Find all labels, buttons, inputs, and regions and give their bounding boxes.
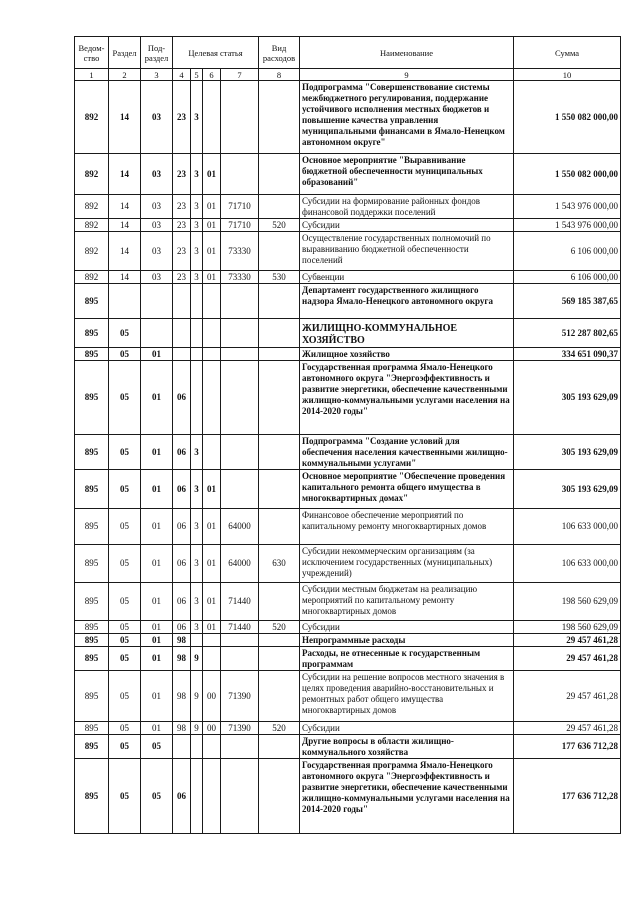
cell-podrazdel: 01 <box>141 435 173 470</box>
cell-target-program: 06 <box>173 470 191 509</box>
cell-target-program: 23 <box>173 232 191 271</box>
cell-target-measure <box>203 759 221 834</box>
cell-expense-type <box>259 81 300 154</box>
cell-expense-type: 520 <box>259 621 300 634</box>
cell-razdel: 05 <box>109 621 141 634</box>
cell-expense-type <box>259 348 300 361</box>
cell-vedomstvo: 895 <box>75 722 109 735</box>
cell-target-measure: 00 <box>203 722 221 735</box>
cell-target-measure <box>203 735 221 759</box>
cell-sum: 305 193 629,09 <box>514 361 621 435</box>
cell-vedomstvo: 892 <box>75 195 109 219</box>
cell-target-program: 23 <box>173 195 191 219</box>
cell-razdel: 14 <box>109 232 141 271</box>
cell-sum: 106 633 000,00 <box>514 509 621 545</box>
cell-target-direction: 73330 <box>221 232 259 271</box>
cell-target-measure: 01 <box>203 545 221 583</box>
cell-target-program: 23 <box>173 219 191 232</box>
cell-name: Основное мероприятие "Выравнивание бюджетной обеспеченности муниципальных образований" <box>300 154 514 195</box>
cell-target-subprogram: 3 <box>191 232 203 271</box>
cell-expense-type <box>259 735 300 759</box>
cell-razdel: 14 <box>109 271 141 284</box>
cell-target-measure <box>203 647 221 671</box>
cell-name: Государственная программа Ямало-Ненецкого автономного округа "Энергоэффективность и развитие энергетики, обеспечение качественными жилищно-коммунальными услугами населения на 2014-2020 годы" <box>300 361 514 435</box>
cell-target-subprogram: 3 <box>191 621 203 634</box>
table-row <box>75 361 621 435</box>
cell-razdel: 05 <box>109 735 141 759</box>
table-row <box>75 722 621 735</box>
cell-expense-type <box>259 759 300 834</box>
cell-name: Основное мероприятие "Обеспечение проведения капитального ремонта общего имущества в многоквартирных домах" <box>300 470 514 509</box>
cell-name: Другие вопросы в области жилищно-коммунального хозяйства <box>300 735 514 759</box>
cell-target-program <box>173 735 191 759</box>
cell-name: ЖИЛИЩНО-КОММУНАЛЬНОЕ ХОЗЯЙСТВО <box>300 319 514 348</box>
cell-name: Субсидии <box>300 722 514 735</box>
header-sum: Сумма <box>514 37 621 69</box>
cell-expense-type <box>259 470 300 509</box>
cell-target-program: 98 <box>173 722 191 735</box>
cell-expense-type: 520 <box>259 219 300 232</box>
column-number: 9 <box>300 69 514 81</box>
cell-expense-type <box>259 671 300 722</box>
table-row <box>75 154 621 195</box>
cell-target-subprogram <box>191 348 203 361</box>
cell-target-program: 06 <box>173 583 191 621</box>
cell-sum: 305 193 629,09 <box>514 435 621 470</box>
cell-expense-type <box>259 154 300 195</box>
cell-target-measure <box>203 348 221 361</box>
cell-podrazdel <box>141 319 173 348</box>
cell-podrazdel <box>141 284 173 319</box>
cell-vedomstvo: 892 <box>75 271 109 284</box>
cell-vedomstvo: 895 <box>75 284 109 319</box>
table-row <box>75 671 621 722</box>
cell-target-direction: 64000 <box>221 545 259 583</box>
table-row <box>75 81 621 154</box>
cell-razdel: 14 <box>109 195 141 219</box>
cell-sum: 177 636 712,28 <box>514 759 621 834</box>
header-target-article: Целевая статья <box>173 37 259 69</box>
cell-podrazdel: 03 <box>141 195 173 219</box>
cell-vedomstvo: 895 <box>75 583 109 621</box>
cell-target-subprogram: 9 <box>191 671 203 722</box>
cell-name: Подпрограмма "Создание условий для обеспечения населения качественными жилищно-коммунальными услугами" <box>300 435 514 470</box>
table-row <box>75 647 621 671</box>
cell-podrazdel: 01 <box>141 647 173 671</box>
cell-sum: 512 287 802,65 <box>514 319 621 348</box>
cell-target-direction <box>221 470 259 509</box>
cell-target-measure: 01 <box>203 509 221 545</box>
cell-target-direction: 71390 <box>221 671 259 722</box>
cell-target-subprogram <box>191 284 203 319</box>
cell-podrazdel: 01 <box>141 509 173 545</box>
column-number: 4 <box>173 69 191 81</box>
cell-target-subprogram: 9 <box>191 647 203 671</box>
cell-name: Субсидии <box>300 219 514 232</box>
cell-podrazdel: 03 <box>141 154 173 195</box>
header-vedomstvo: Ведом- ство <box>75 37 109 69</box>
cell-target-measure <box>203 319 221 348</box>
cell-target-direction <box>221 634 259 647</box>
cell-target-program <box>173 348 191 361</box>
cell-target-subprogram: 9 <box>191 722 203 735</box>
cell-target-subprogram <box>191 361 203 435</box>
table-row <box>75 759 621 834</box>
cell-sum: 1 550 082 000,00 <box>514 154 621 195</box>
cell-target-direction <box>221 348 259 361</box>
cell-target-program: 23 <box>173 154 191 195</box>
cell-target-direction <box>221 759 259 834</box>
cell-razdel: 05 <box>109 509 141 545</box>
cell-target-measure: 01 <box>203 621 221 634</box>
cell-vedomstvo: 895 <box>75 759 109 834</box>
cell-razdel: 05 <box>109 759 141 834</box>
cell-target-direction <box>221 154 259 195</box>
header-row <box>75 37 621 69</box>
cell-target-measure: 01 <box>203 154 221 195</box>
cell-name: Жилищное хозяйство <box>300 348 514 361</box>
cell-vedomstvo: 895 <box>75 621 109 634</box>
cell-target-direction <box>221 319 259 348</box>
column-number: 8 <box>259 69 300 81</box>
cell-target-direction: 71390 <box>221 722 259 735</box>
cell-podrazdel: 01 <box>141 722 173 735</box>
cell-target-program: 06 <box>173 759 191 834</box>
cell-target-program: 23 <box>173 81 191 154</box>
cell-vedomstvo: 895 <box>75 545 109 583</box>
cell-sum: 198 560 629,09 <box>514 583 621 621</box>
cell-target-direction: 73330 <box>221 271 259 284</box>
cell-target-direction: 71710 <box>221 219 259 232</box>
cell-expense-type <box>259 583 300 621</box>
cell-vedomstvo: 895 <box>75 435 109 470</box>
cell-target-subprogram <box>191 735 203 759</box>
cell-target-measure <box>203 361 221 435</box>
cell-podrazdel: 01 <box>141 348 173 361</box>
cell-vedomstvo: 895 <box>75 361 109 435</box>
cell-target-program: 98 <box>173 647 191 671</box>
cell-target-program <box>173 284 191 319</box>
table-row <box>75 621 621 634</box>
cell-expense-type <box>259 284 300 319</box>
cell-sum: 29 457 461,28 <box>514 634 621 647</box>
cell-target-program: 23 <box>173 271 191 284</box>
cell-expense-type <box>259 509 300 545</box>
cell-name: Осуществление государственных полномочий по выравниванию бюджетной обеспеченности поселений <box>300 232 514 271</box>
cell-target-subprogram: 3 <box>191 154 203 195</box>
cell-podrazdel: 01 <box>141 545 173 583</box>
cell-name: Субсидии на формирование районных фондов финансовой поддержки поселений <box>300 195 514 219</box>
cell-razdel: 14 <box>109 154 141 195</box>
cell-target-subprogram: 3 <box>191 509 203 545</box>
cell-expense-type <box>259 319 300 348</box>
cell-target-measure <box>203 284 221 319</box>
table-row <box>75 348 621 361</box>
table-row <box>75 583 621 621</box>
cell-target-direction <box>221 284 259 319</box>
cell-target-measure: 01 <box>203 232 221 271</box>
cell-target-subprogram: 3 <box>191 81 203 154</box>
cell-target-program: 06 <box>173 361 191 435</box>
cell-vedomstvo: 892 <box>75 219 109 232</box>
cell-podrazdel: 03 <box>141 81 173 154</box>
table-row <box>75 435 621 470</box>
cell-sum: 334 651 090,37 <box>514 348 621 361</box>
cell-expense-type <box>259 232 300 271</box>
column-number: 7 <box>221 69 259 81</box>
cell-target-measure: 01 <box>203 271 221 284</box>
cell-target-direction <box>221 647 259 671</box>
cell-name: Государственная программа Ямало-Ненецкого автономного округа "Энергоэффективность и развитие энергетики, обеспечение качественными жилищно-коммунальными услугами населения на 2014-2020 годы" <box>300 759 514 834</box>
column-number: 10 <box>514 69 621 81</box>
cell-razdel: 05 <box>109 319 141 348</box>
cell-expense-type <box>259 647 300 671</box>
cell-podrazdel: 03 <box>141 219 173 232</box>
cell-sum: 6 106 000,00 <box>514 271 621 284</box>
cell-sum: 29 457 461,28 <box>514 671 621 722</box>
table-row <box>75 219 621 232</box>
cell-target-subprogram: 3 <box>191 195 203 219</box>
cell-name: Расходы, не отнесенные к государственным программам <box>300 647 514 671</box>
cell-target-direction: 71440 <box>221 583 259 621</box>
table-body <box>75 81 621 834</box>
cell-razdel: 05 <box>109 647 141 671</box>
cell-name: Субсидии <box>300 621 514 634</box>
table-row <box>75 735 621 759</box>
cell-razdel: 05 <box>109 470 141 509</box>
cell-razdel: 05 <box>109 634 141 647</box>
cell-razdel: 05 <box>109 435 141 470</box>
cell-razdel: 05 <box>109 348 141 361</box>
cell-name: Субвенции <box>300 271 514 284</box>
cell-vedomstvo: 895 <box>75 348 109 361</box>
cell-expense-type <box>259 195 300 219</box>
cell-sum: 6 106 000,00 <box>514 232 621 271</box>
cell-target-direction <box>221 435 259 470</box>
cell-target-subprogram: 3 <box>191 219 203 232</box>
cell-sum: 198 560 629,09 <box>514 621 621 634</box>
cell-target-subprogram <box>191 319 203 348</box>
cell-name: Департамент государственного жилищного надзора Ямало-Ненецкого автономного округа <box>300 284 514 319</box>
cell-razdel: 05 <box>109 361 141 435</box>
cell-target-measure: 00 <box>203 671 221 722</box>
cell-vedomstvo: 892 <box>75 154 109 195</box>
cell-vedomstvo: 895 <box>75 647 109 671</box>
cell-target-measure <box>203 634 221 647</box>
cell-podrazdel: 01 <box>141 671 173 722</box>
cell-vedomstvo: 895 <box>75 634 109 647</box>
column-number: 1 <box>75 69 109 81</box>
column-number: 2 <box>109 69 141 81</box>
column-number-row <box>75 69 621 81</box>
cell-podrazdel: 03 <box>141 271 173 284</box>
cell-vedomstvo: 895 <box>75 509 109 545</box>
column-number: 6 <box>203 69 221 81</box>
cell-target-subprogram: 3 <box>191 470 203 509</box>
cell-target-program: 06 <box>173 509 191 545</box>
cell-sum: 1 543 976 000,00 <box>514 219 621 232</box>
cell-target-program <box>173 319 191 348</box>
cell-target-measure <box>203 435 221 470</box>
cell-razdel <box>109 284 141 319</box>
cell-razdel: 14 <box>109 219 141 232</box>
cell-target-direction: 71710 <box>221 195 259 219</box>
cell-name: Субсидии местным бюджетам на реализацию мероприятий по капитальному ремонту многоквартирных домов <box>300 583 514 621</box>
cell-expense-type: 630 <box>259 545 300 583</box>
cell-expense-type: 520 <box>259 722 300 735</box>
table-row <box>75 470 621 509</box>
cell-target-direction <box>221 735 259 759</box>
cell-target-measure: 01 <box>203 583 221 621</box>
cell-podrazdel: 01 <box>141 634 173 647</box>
cell-target-subprogram: 3 <box>191 545 203 583</box>
cell-sum: 1 550 082 000,00 <box>514 81 621 154</box>
cell-podrazdel: 05 <box>141 735 173 759</box>
cell-sum: 106 633 000,00 <box>514 545 621 583</box>
cell-sum: 177 636 712,28 <box>514 735 621 759</box>
cell-target-subprogram: 3 <box>191 583 203 621</box>
cell-name: Субсидии некоммерческим организациям (за исключением государственных (муниципальных) учреждений) <box>300 545 514 583</box>
cell-target-program: 98 <box>173 634 191 647</box>
cell-vedomstvo: 892 <box>75 81 109 154</box>
cell-expense-type <box>259 361 300 435</box>
cell-podrazdel: 05 <box>141 759 173 834</box>
cell-podrazdel: 03 <box>141 232 173 271</box>
cell-vedomstvo: 892 <box>75 232 109 271</box>
table-row <box>75 545 621 583</box>
cell-target-direction: 64000 <box>221 509 259 545</box>
cell-podrazdel: 01 <box>141 470 173 509</box>
cell-vedomstvo: 895 <box>75 735 109 759</box>
cell-sum: 29 457 461,28 <box>514 722 621 735</box>
table-row <box>75 319 621 348</box>
table-row <box>75 232 621 271</box>
budget-table <box>74 36 621 834</box>
cell-target-subprogram <box>191 634 203 647</box>
cell-sum: 1 543 976 000,00 <box>514 195 621 219</box>
table-row <box>75 509 621 545</box>
cell-vedomstvo: 895 <box>75 319 109 348</box>
table-row <box>75 195 621 219</box>
cell-razdel: 05 <box>109 722 141 735</box>
column-number: 3 <box>141 69 173 81</box>
cell-vedomstvo: 895 <box>75 671 109 722</box>
header-razdel: Раздел <box>109 37 141 69</box>
cell-name: Финансовое обеспечение мероприятий по капитальному ремонту многоквартирных домов <box>300 509 514 545</box>
cell-podrazdel: 01 <box>141 621 173 634</box>
cell-razdel: 05 <box>109 583 141 621</box>
cell-expense-type <box>259 435 300 470</box>
table-row <box>75 271 621 284</box>
cell-razdel: 05 <box>109 545 141 583</box>
table-row <box>75 634 621 647</box>
cell-expense-type <box>259 634 300 647</box>
header-name: Наименование <box>300 37 514 69</box>
cell-name: Непрограммные расходы <box>300 634 514 647</box>
table-row <box>75 284 621 319</box>
cell-podrazdel: 01 <box>141 583 173 621</box>
cell-target-program: 06 <box>173 621 191 634</box>
header-podrazdel: Под- раздел <box>141 37 173 69</box>
column-number: 5 <box>191 69 203 81</box>
cell-target-direction: 71440 <box>221 621 259 634</box>
cell-name: Субсидии на решение вопросов местного значения в целях проведения аварийно-восстановительных и ремонтных работ общего имущества многоквартирных домов <box>300 671 514 722</box>
cell-razdel: 05 <box>109 671 141 722</box>
cell-vedomstvo: 895 <box>75 470 109 509</box>
cell-target-direction <box>221 361 259 435</box>
cell-target-measure: 01 <box>203 195 221 219</box>
cell-target-measure <box>203 81 221 154</box>
cell-expense-type: 530 <box>259 271 300 284</box>
cell-target-subprogram <box>191 759 203 834</box>
cell-sum: 305 193 629,09 <box>514 470 621 509</box>
cell-target-program: 06 <box>173 545 191 583</box>
cell-sum: 29 457 461,28 <box>514 647 621 671</box>
header-expense-type: Вид расходов <box>259 37 300 69</box>
cell-name: Подпрограмма "Совершенствование системы межбюджетного регулирования, поддержание устойчивого исполнения местных бюджетов и повышение качества управления муниципальными финансами в Ямало-Ненецком автономном округе" <box>300 81 514 154</box>
cell-podrazdel: 01 <box>141 361 173 435</box>
cell-target-measure: 01 <box>203 219 221 232</box>
cell-target-program: 06 <box>173 435 191 470</box>
cell-target-direction <box>221 81 259 154</box>
cell-target-program: 98 <box>173 671 191 722</box>
cell-target-subprogram: 3 <box>191 271 203 284</box>
cell-razdel: 14 <box>109 81 141 154</box>
cell-target-subprogram: 3 <box>191 435 203 470</box>
cell-sum: 569 185 387,65 <box>514 284 621 319</box>
cell-target-measure: 01 <box>203 470 221 509</box>
